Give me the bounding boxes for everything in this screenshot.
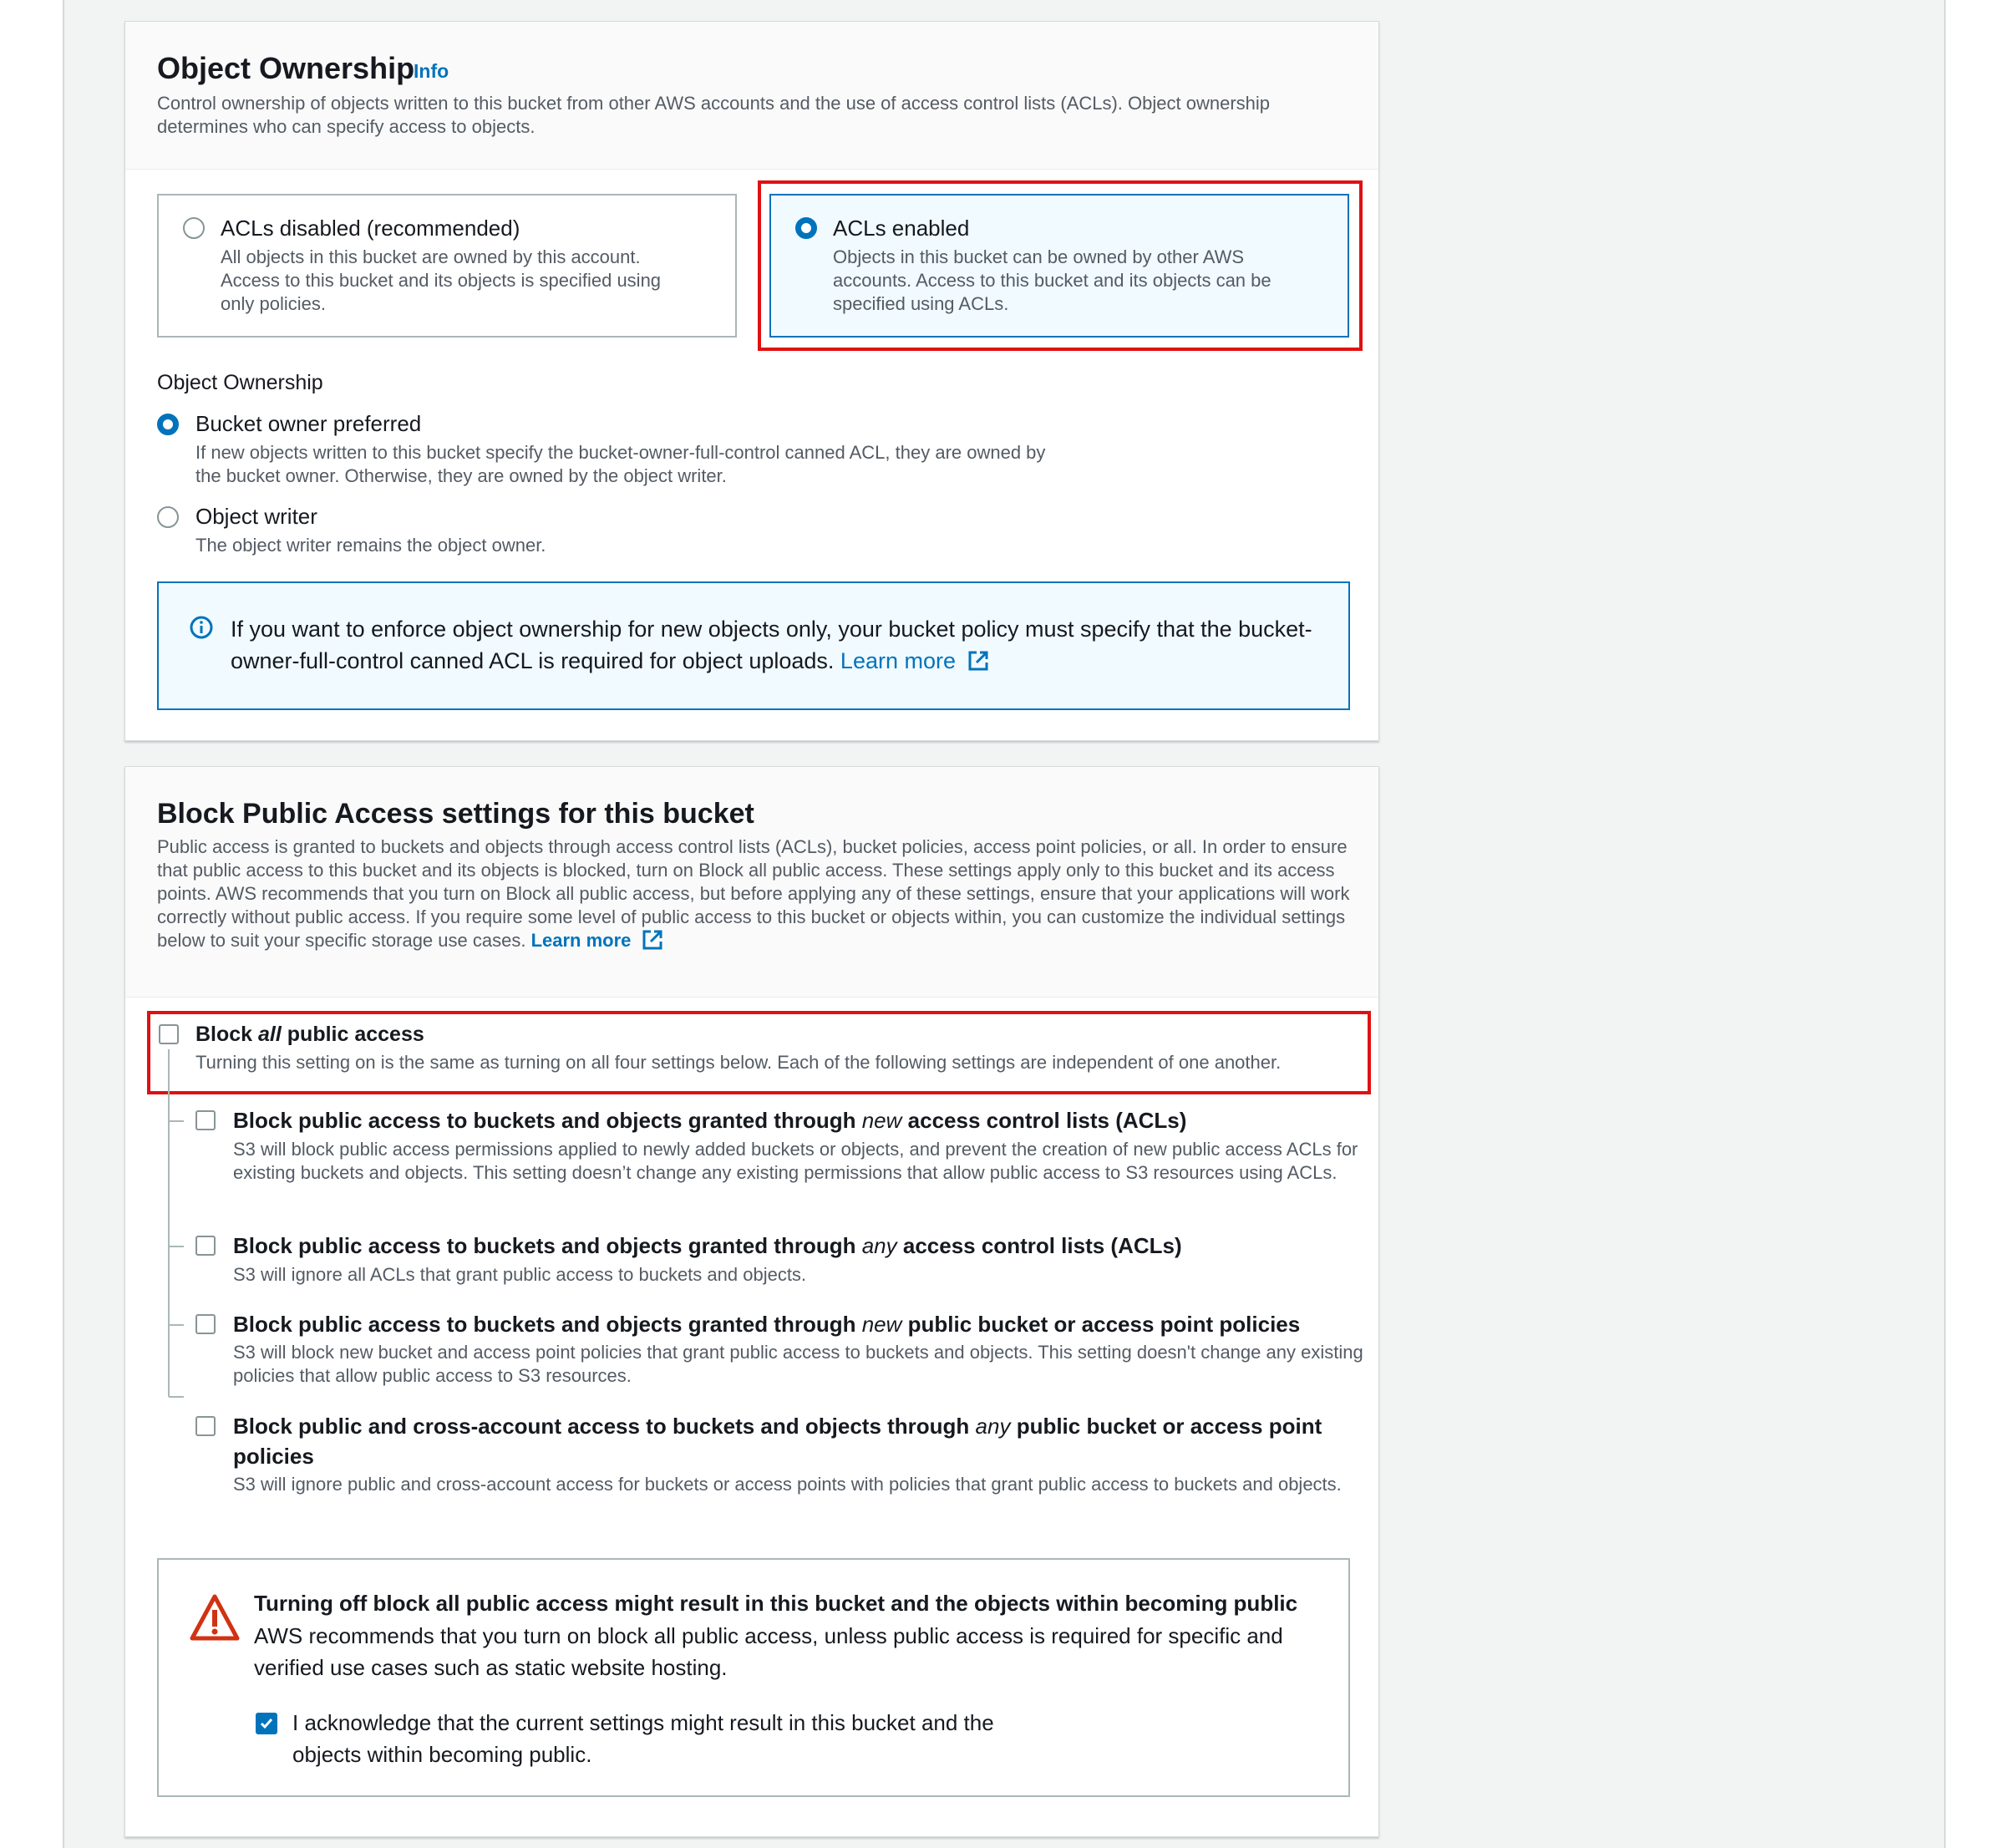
- tree-connector: [169, 1246, 184, 1247]
- checkbox-new-policies[interactable]: [195, 1314, 216, 1334]
- setting-description: S3 will block public access permissions applied to newly added buckets or objects, and prevent the creation of new public access ACLs for existing buckets and objects. This setting doesn’t change any existing permissions that allow public access to S3 resources using ACLs.: [233, 1139, 1358, 1183]
- setting-label[interactable]: Block public access to buckets and objects granted through new access control lists (ACLs): [233, 1108, 1187, 1133]
- tile-label: ACLs enabled: [833, 216, 970, 241]
- tile-description: All objects in this bucket are owned by this account. Access to this bucket and its objects is specified using only policies.: [221, 246, 662, 314]
- tree-connector: [168, 1049, 170, 1397]
- setting-label[interactable]: Block public and cross-account access to buckets and objects through any public bucket or access point policies: [233, 1414, 1322, 1469]
- warning-title: Turning off block all public access might result in this bucket and the objects within becoming public: [254, 1591, 1298, 1616]
- setting-label[interactable]: Block public access to buckets and objects granted through any access control lists (ACLs): [233, 1233, 1182, 1258]
- checkbox-acknowledge[interactable]: [256, 1713, 277, 1734]
- section-description: Public access is granted to buckets and objects through access control lists (ACLs), bucket policies, access point policies, or all. In order to ensure that public access to this bucket and its objects is blocked, turn on Block all public access. These settings apply only to this bucket and its access points. AWS recommends that you turn on Block all public access, but before applying any of these settings, ensure that your applications will work correctly without public access. If you require some level of public access to this bucket or objects within, you can customize the individual settings below to suit your specific storage use cases.: [157, 836, 1350, 951]
- setting-description: S3 will block new bucket and access point policies that grant public access to buckets and objects. This setting doesn't change any existing policies that allow public access to S3 resources.: [233, 1342, 1363, 1386]
- tree-connector: [169, 1120, 184, 1122]
- radio-object-writer[interactable]: [157, 506, 179, 528]
- option-label[interactable]: Object writer: [195, 504, 317, 529]
- info-alert: [157, 581, 1350, 710]
- tree-connector: [169, 1324, 184, 1326]
- learn-more-link[interactable]: Learn more: [840, 648, 956, 673]
- option-description: If new objects written to this bucket specify the bucket-owner-full-control canned ACL, they are owned by the bucket owner. Otherwise, they are owned by the object writer.: [195, 442, 1046, 486]
- info-link[interactable]: Info: [414, 60, 449, 82]
- block-public-access-panel: [124, 766, 1379, 1837]
- highlight-box-block-all: [147, 1011, 1371, 1094]
- learn-more-link[interactable]: Learn more: [530, 930, 632, 951]
- setting-description: S3 will ignore public and cross-account access for buckets or access points with policies that grant public access to buckets and objects.: [233, 1474, 1342, 1495]
- radio-bucket-owner-preferred[interactable]: [157, 414, 179, 435]
- warning-alert: [157, 1558, 1350, 1797]
- tile-label: ACLs disabled (recommended): [221, 216, 520, 241]
- external-link-icon[interactable]: [642, 929, 663, 957]
- section-description: Control ownership of objects written to this bucket from other AWS accounts and the use of access control lists (ACLs). Object ownership determines who can specify access to objects.: [157, 93, 1271, 137]
- ownership-group-label: Object Ownership: [157, 371, 323, 394]
- option-description: The object writer remains the object owner.: [195, 535, 546, 556]
- checkbox-any-policies[interactable]: [195, 1416, 216, 1436]
- checkbox-any-acls[interactable]: [195, 1236, 216, 1256]
- setting-label[interactable]: Block public access to buckets and objects granted through new public bucket or access point policies: [233, 1312, 1301, 1337]
- tree-connector: [169, 1396, 184, 1398]
- option-label[interactable]: Bucket owner preferred: [195, 411, 422, 436]
- highlight-box-acls-enabled: [758, 180, 1363, 351]
- external-link-icon[interactable]: [967, 648, 989, 680]
- info-circle-icon: [189, 615, 214, 640]
- info-alert-text: If you want to enforce object ownership for new objects only, your bucket policy must specify that the bucket-owner-full-control canned ACL is required for object uploads.: [231, 617, 1312, 673]
- tile-acls-disabled[interactable]: [157, 194, 737, 338]
- tile-description: Objects in this bucket can be owned by other AWS accounts. Access to this bucket and its objects can be specified using ACLs.: [833, 246, 1272, 314]
- setting-description: S3 will ignore all ACLs that grant public access to buckets and objects.: [233, 1264, 807, 1285]
- block-all-label[interactable]: Block all public access: [195, 1023, 424, 1046]
- acknowledge-label[interactable]: I acknowledge that the current settings might result in this bucket and the objects within becoming public.: [292, 1710, 994, 1767]
- block-all-description: Turning this setting on is the same as turning on all four settings below. Each of the following settings are independent of one another.: [195, 1052, 1282, 1073]
- block-public-access-header: [125, 767, 1378, 998]
- section-title: Block Public Access settings for this bucket: [157, 798, 754, 830]
- warning-text: AWS recommends that you turn on block all public access, unless public access is required for specific and verified use cases such as static website hosting.: [254, 1623, 1283, 1680]
- warning-triangle-icon: [189, 1593, 241, 1642]
- radio-acls-disabled[interactable]: [183, 217, 205, 239]
- section-title: Object Ownership: [157, 51, 415, 85]
- object-ownership-panel: [124, 21, 1379, 741]
- object-ownership-header: [125, 22, 1378, 170]
- checkbox-new-acls[interactable]: [195, 1110, 216, 1130]
